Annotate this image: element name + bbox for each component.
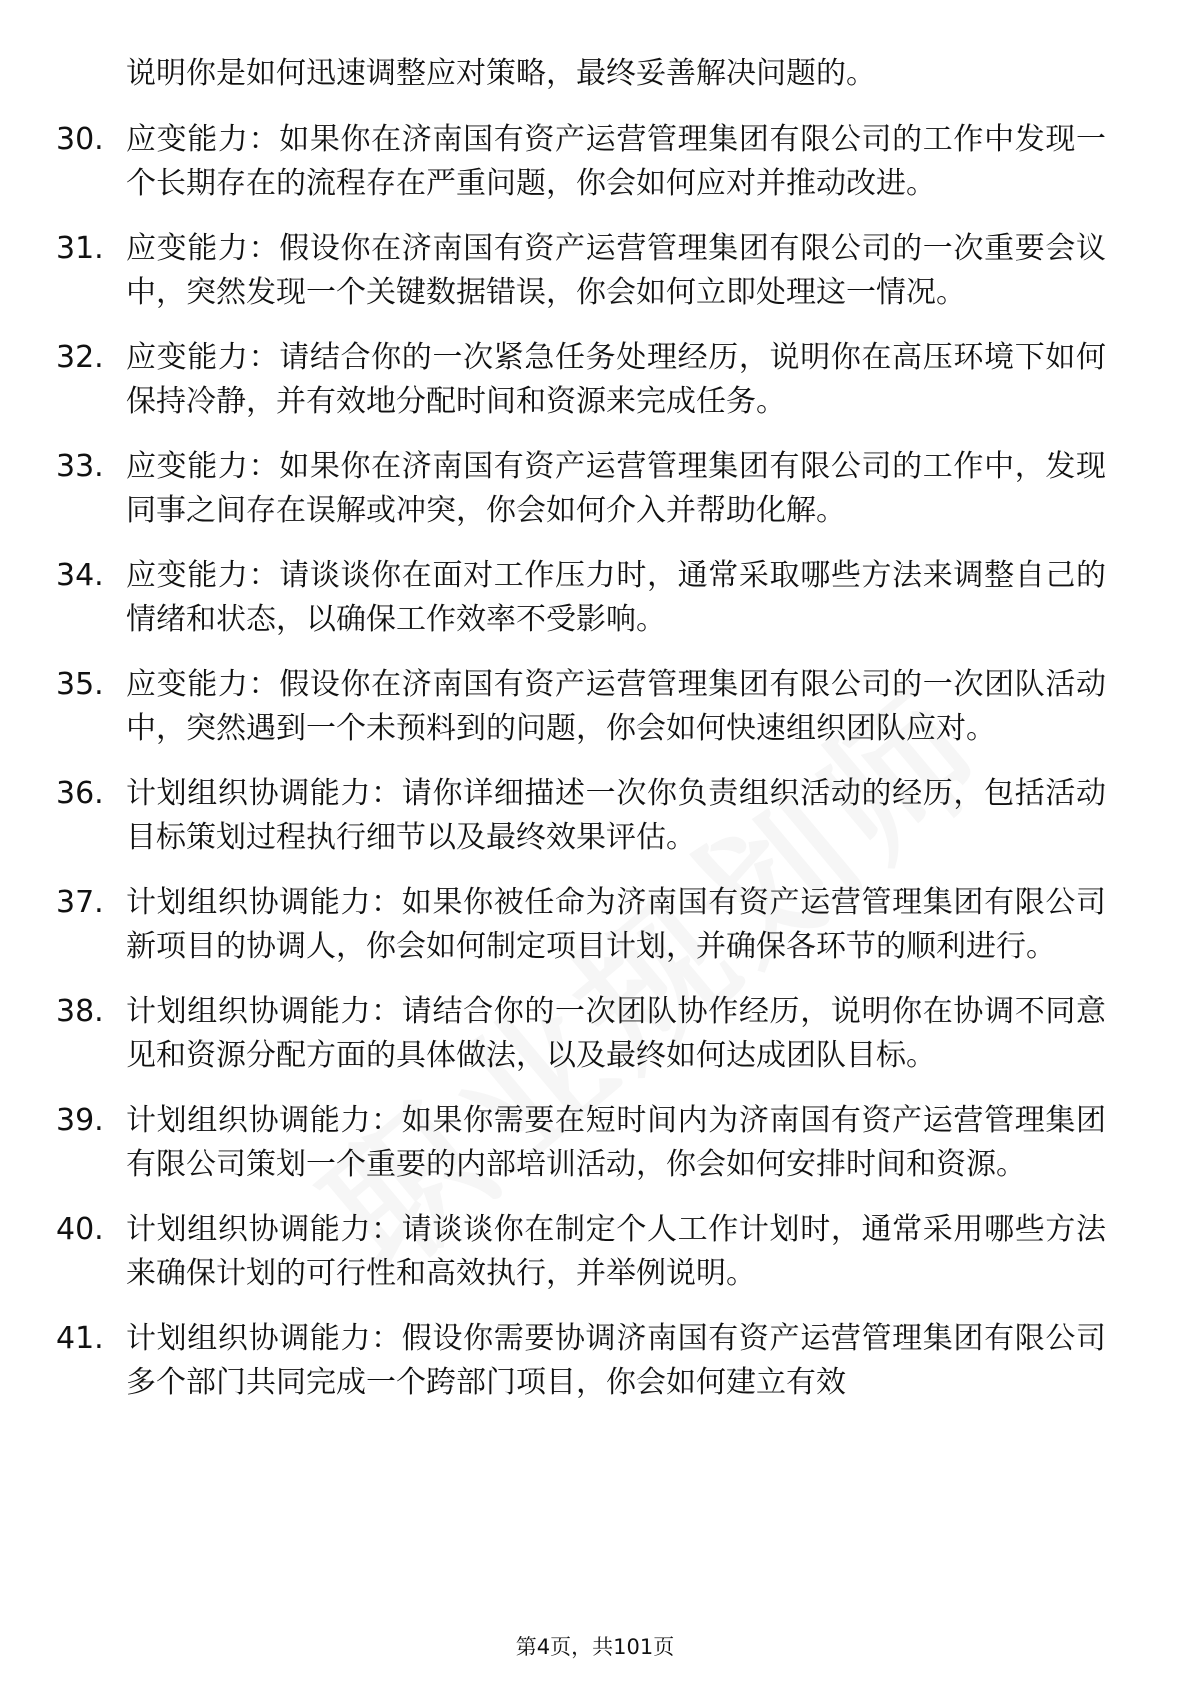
question-number: 37. — [56, 885, 104, 920]
list-item — [0, 445, 1190, 533]
question-text: 计划组织协调能力：假设你需要协调济南国有资产运营管理集团有限公司多个部门共同完成一个跨部门项目，你会如何建立有效 — [126, 1321, 1106, 1400]
question-text: 应变能力：如果你在济南国有资产运营管理集团有限公司的工作中，发现同事之间存在误解或冲突，你会如何介入并帮助化解。 — [126, 449, 1106, 528]
question-text: 应变能力：假设你在济南国有资产运营管理集团有限公司的一次重要会议中，突然发现一个关键数据错误，你会如何立即处理这一情况。 — [126, 231, 1106, 310]
question-number: 41. — [56, 1321, 104, 1356]
question-text: 应变能力：假设你在济南国有资产运营管理集团有限公司的一次团队活动中，突然遇到一个未预料到的问题，你会如何快速组织团队应对。 — [126, 667, 1106, 746]
list-item — [0, 881, 1190, 969]
list-item — [0, 1317, 1190, 1405]
list-item — [0, 227, 1190, 315]
question-number: 33. — [56, 449, 104, 484]
question-number: 34. — [56, 558, 104, 593]
question-number: 32. — [56, 340, 104, 375]
list-item — [0, 554, 1190, 642]
question-text: 应变能力：请谈谈你在面对工作压力时，通常采取哪些方法来调整自己的情绪和状态，以确保工作效率不受影响。 — [126, 558, 1106, 637]
list-item — [0, 1208, 1190, 1296]
question-number: 38. — [56, 994, 104, 1029]
list-item — [0, 772, 1190, 860]
question-number: 35. — [56, 667, 104, 702]
question-text: 计划组织协调能力：请你详细描述一次你负责组织活动的经历，包括活动目标策划过程执行细节以及最终效果评估。 — [126, 776, 1106, 855]
question-number: 30. — [56, 122, 104, 157]
list-item — [0, 118, 1190, 206]
question-list — [0, 118, 1190, 1426]
page-footer: 第4页，共101页 — [515, 1635, 675, 1659]
question-number: 39. — [56, 1103, 104, 1138]
list-item — [0, 990, 1190, 1078]
question-text: 计划组织协调能力：请结合你的一次团队协作经历，说明你在协调不同意见和资源分配方面的具体做法，以及最终如何达成团队目标。 — [126, 994, 1106, 1073]
list-item — [0, 663, 1190, 751]
question-number: 36. — [56, 776, 104, 811]
question-text: 应变能力：如果你在济南国有资产运营管理集团有限公司的工作中发现一个长期存在的流程存在严重问题，你会如何应对并推动改进。 — [126, 122, 1106, 201]
question-text: 计划组织协调能力：如果你需要在短时间内为济南国有资产运营管理集团有限公司策划一个重要的内部培训活动，你会如何安排时间和资源。 — [126, 1103, 1106, 1182]
question-number: 31. — [56, 231, 104, 266]
list-item — [0, 1099, 1190, 1187]
list-item — [0, 336, 1190, 424]
question-text: 计划组织协调能力：请谈谈你在制定个人工作计划时，通常采用哪些方法来确保计划的可行性和高效执行，并举例说明。 — [126, 1212, 1106, 1291]
question-number: 40. — [56, 1212, 104, 1247]
continued-text: 说明你是如何迅速调整应对策略，最终妥善解决问题的。 — [126, 56, 876, 91]
question-text: 计划组织协调能力：如果你被任命为济南国有资产运营管理集团有限公司新项目的协调人，你会如何制定项目计划，并确保各环节的顺利进行。 — [126, 885, 1106, 964]
question-text: 应变能力：请结合你的一次紧急任务处理经历，说明你在高压环境下如何保持冷静，并有效地分配时间和资源来完成任务。 — [126, 340, 1106, 419]
